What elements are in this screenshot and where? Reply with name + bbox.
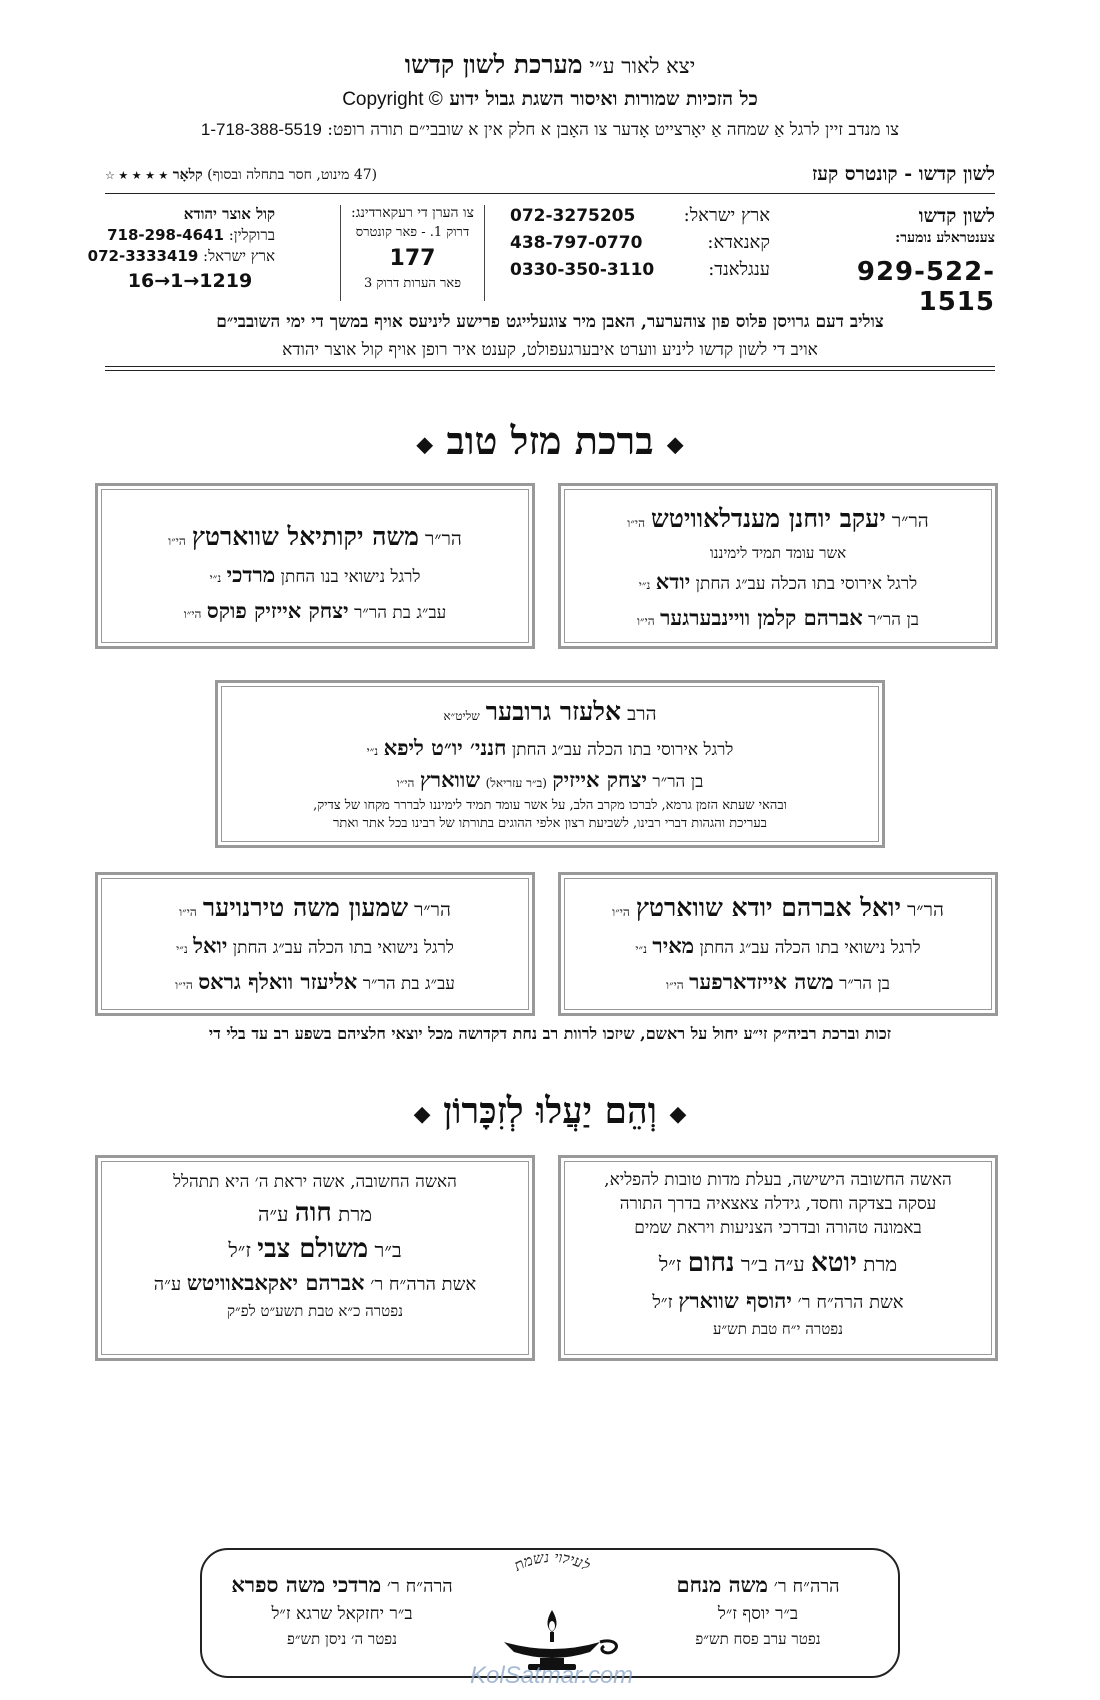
phone-row	[510, 205, 770, 232]
copyright-label: Copyright ©	[342, 89, 443, 110]
kol-phone[interactable]: 718-298-4641	[107, 226, 224, 244]
name-connector: ב״ר	[374, 1238, 402, 1262]
husband-name: יהוסף שווארץ	[678, 1288, 792, 1313]
father-line	[98, 1234, 532, 1264]
donor-line	[110, 120, 990, 140]
name-suffix: ז״ל	[652, 1292, 673, 1313]
footer-left-name	[222, 1572, 462, 1649]
occasion-text: לרגל אירוסי בתו הכלה עב״ג החתן	[511, 740, 734, 760]
series-time	[105, 167, 377, 184]
memorial-title	[100, 1090, 1000, 1132]
grandparent-name: (ב״ר עזריאל)	[485, 776, 547, 790]
svg-text:לעילוי נשמת	[510, 1554, 593, 1575]
memorial-praise: האשה החשובה, אשה יראת ה׳ היא תתהלל	[173, 1172, 457, 1192]
main-phone-number[interactable]: 929-522-1515	[856, 257, 995, 317]
passing-date: נפטר ה׳ ניסן תש״פ	[286, 1630, 398, 1648]
honoree-suffix: הי״ו	[627, 516, 645, 530]
regional-phones	[510, 205, 770, 305]
main-contact-subtitle: צענטראלע נומער:	[895, 230, 995, 246]
mazel-tov-box	[95, 872, 535, 1016]
rating-stars: ★ ★ ★ ★ ☆	[105, 169, 169, 182]
honoree-line	[561, 504, 995, 534]
honoree-line	[98, 893, 532, 923]
passing-date: נפטרה י״ח טבת תש״ע	[713, 1320, 843, 1338]
occasion-line	[218, 735, 882, 761]
phone-label: קאנאדא:	[707, 232, 770, 253]
husband-name: אברהם יאקאבאוויטש	[186, 1270, 365, 1295]
chosson-name: יודא	[655, 569, 691, 594]
notice-overflow: אויב די לשון קדשו ליניע ווערט איבערגעפולט, קענט איר רופן אויף קול אוצר יהודא	[282, 340, 818, 360]
candle-emblem	[462, 1554, 642, 1676]
donor-phone: 1-718-388-5519	[200, 120, 322, 139]
occasion-text: לרגל אירוסי בתו הכלה עב״ג החתן	[695, 574, 918, 594]
name-prefix: הרה״ח ר׳	[773, 1576, 840, 1597]
honoree-note: אשר עומד תמיד לימיננו	[709, 544, 847, 562]
name-prefix: מרת	[338, 1202, 373, 1226]
candle-icon	[462, 1554, 642, 1676]
notice-new-lines: צוליב דעם גרויסן פלוס פון צוהערער, האבן מיר צוגעלייגט פרישע ליניעס אויף במשך די ימי השובבי״ם	[216, 312, 884, 332]
kol-otzar-contact	[87, 205, 275, 305]
main-contact	[795, 205, 995, 317]
deceased-name: יוטא	[811, 1248, 857, 1278]
deceased-line	[561, 1248, 995, 1278]
parent-line	[98, 598, 532, 624]
phone-number[interactable]: 072-3275205	[510, 206, 636, 226]
memorial-praise: באמונה טהורה ובדרכי הצניעות ויראת שמים	[634, 1218, 922, 1238]
occasion-text: לרגל נישואי בתו הכלה עב״ג החתן	[699, 938, 921, 958]
honoree-prefix: הר״ר	[425, 528, 462, 550]
parent-line	[98, 969, 532, 995]
husband-prefix: אשת הרה״ח ר׳	[370, 1274, 477, 1295]
honoree-line	[561, 893, 995, 923]
name-suffix: נ״י	[638, 578, 651, 592]
honoree-line	[218, 697, 882, 727]
chosson-name: חנני׳ יו״ט ליפא	[383, 735, 507, 760]
name-suffix: נ״י	[366, 744, 379, 758]
main-contact-title: לשון קדשו	[918, 205, 995, 227]
father-line: ב״ר יוסף ז״ל	[717, 1604, 799, 1624]
name-prefix: מרת	[863, 1252, 898, 1276]
husband-line	[561, 1288, 995, 1314]
parent-name: יצחק אייזיק פוקס	[206, 598, 349, 623]
deceased-name: משה מנחם	[676, 1572, 769, 1597]
chosson-name: מאיר	[652, 933, 695, 958]
memorial-praise: עסקה בצדקה וחסד, גידלה צאצאיה בדרך התורה	[619, 1194, 937, 1214]
kol-title: קול אוצר יהודא	[183, 205, 275, 223]
honoree-suffix: הי״ו	[612, 905, 630, 919]
parent-prefix: עב״ג בת הר״ר	[362, 974, 455, 994]
honoree-prefix: הר״ר	[907, 899, 944, 921]
bullet-icon: ◆	[416, 431, 434, 458]
name-suffix: ז״ל	[228, 1238, 251, 1262]
parent-prefix: עב״ג בת הר״ר	[354, 603, 447, 623]
husband-prefix: אשת הרה״ח ר׳	[797, 1292, 904, 1313]
honoree-name: שמעון משה טירנויער	[202, 893, 409, 922]
phone-label: ארץ ישראל:	[683, 205, 770, 226]
name-suffix: ע״ה	[153, 1274, 182, 1295]
parent-prefix: בן הר״ר	[839, 974, 890, 994]
honoree-name: משה יקותיאל שווארטץ	[191, 522, 419, 551]
kol-phone[interactable]: 072-3333419	[87, 247, 199, 265]
chosson-name: מרדכי	[226, 562, 276, 587]
family-name: שווארץ	[419, 767, 481, 792]
honoree-prefix: הרב	[627, 703, 657, 725]
bullet-icon: ◆	[413, 1101, 431, 1127]
name-suffix: נ״י	[209, 571, 222, 585]
rights-line	[100, 88, 1000, 111]
donor-text: צו מנדב זיין לרגל אַ שמחה אַ יאָרצייט אָדער צו האָבן א חלק אין א שובבי״ם תורה רופט:	[327, 120, 900, 140]
footer-right-name	[638, 1572, 878, 1649]
honoree-prefix: הר״ר	[891, 510, 929, 532]
site-watermark: KolSatmar.com	[470, 1662, 634, 1689]
parent-line	[218, 767, 882, 793]
time-note: (47 מינוט, חסר בתחלה ובסוף)	[207, 167, 378, 183]
husband-line	[98, 1270, 532, 1296]
recording-notes: פאר הערות דרוק 3	[363, 276, 462, 291]
chosson-name: יואל	[193, 933, 228, 958]
deceased-name: חוה	[294, 1198, 332, 1228]
publisher-prefix: יצא לאור ע״י	[589, 54, 696, 78]
mazel-tov-box	[558, 483, 998, 649]
father-line: ב״ר יחזקאל שרגא ז״ל	[271, 1604, 413, 1624]
tribute-line: ובהאי שעתא הזמן גרמא, לברכו מקרב הלב, על אשר עומד תמיד לימיננו לבררר מקחו של צדיק,	[313, 798, 787, 813]
publisher-line	[100, 50, 1000, 80]
occasion-line	[98, 933, 532, 959]
memorial-praise: האשה החשובה הישישה, בעלת מדות טובות להפליא,	[604, 1170, 952, 1190]
honoree-name: יעקב יוחנן מענדלאוויטש	[651, 504, 886, 533]
passing-date: נפטר ערב פסח תש״פ	[695, 1630, 821, 1648]
recording-info	[340, 205, 485, 301]
parent-prefix: בן הר״ר	[868, 610, 919, 630]
name-suffix: ע״ה	[257, 1202, 289, 1226]
name-prefix: הרה״ח ר׳	[386, 1576, 453, 1597]
honoree-line	[98, 522, 532, 552]
father-name: נחום	[687, 1248, 735, 1278]
name-suffix: הי״ו	[175, 978, 193, 992]
leiluy-nishmas-text: לעילוי נשמת	[510, 1554, 594, 1575]
honoree-name: אלעזר גרובער	[485, 697, 622, 726]
blessing-line: זכות וברכת רביה״ק זי״ע יחול על ראשם, שיזכו לרוות רב נחת דקדושה מכל יוצאי חלציהם בשפע רב עד בלי די	[208, 1024, 892, 1043]
deceased-line	[98, 1198, 532, 1228]
parent-name: אברהם קלמן וויינבערגער	[660, 605, 863, 630]
parent-name: משה אייזדארפער	[689, 969, 834, 994]
series-title: לשון קדשו - קונטרס קעז	[811, 163, 995, 185]
name-suffix: נ״י	[176, 942, 188, 956]
kol-row	[87, 247, 275, 266]
tribute-line: בעריכת והגהות דברי רבינו, לשביעת רצון אלפי ההוגים בתורתו של רבינו בכל אתר ואתר	[333, 816, 767, 831]
honoree-name: יואל אברהם יודא שווארטץ	[635, 893, 902, 922]
name-suffix: הי״ו	[636, 614, 655, 628]
recording-line: דרוק 1. - פאר קונטרס	[355, 225, 470, 240]
mazel-tov-title	[100, 418, 1000, 464]
name-suffix: נ״י	[635, 942, 647, 956]
phone-label: ענגלאנד:	[708, 259, 770, 280]
honoree-prefix: הר״ר	[414, 899, 451, 921]
honoree-suffix: שליט״א	[443, 709, 480, 723]
name-suffix: הי״ו	[396, 776, 415, 790]
header-rule	[105, 193, 995, 194]
publisher-name: מערכת לשון קדשו	[404, 50, 583, 79]
memorial-heading: וְהֵם יַעֲלוּ לְזִכָּרוֹן	[443, 1090, 657, 1132]
phone-number[interactable]: 438-797-0770	[510, 233, 643, 253]
kol-label: ארץ ישראל:	[203, 247, 275, 265]
mazel-tov-box	[558, 872, 998, 1016]
name-suffix: הי״ו	[666, 978, 684, 992]
occasion-line	[98, 562, 532, 588]
kol-code: 16→1→1219	[127, 270, 253, 292]
parent-line	[561, 969, 995, 995]
quality-label: קלאָר	[172, 167, 203, 183]
mazel-tov-box	[95, 483, 535, 649]
name-suffix: הי״ו	[183, 607, 202, 621]
notice-rule-1	[105, 366, 995, 367]
parent-line	[561, 605, 995, 631]
phone-row	[510, 232, 770, 259]
mazel-tov-box	[215, 680, 885, 848]
deceased-name: מרדכי משה ספרא	[231, 1572, 382, 1597]
occasion-line	[561, 933, 995, 959]
occasion-text: לרגל נישואי בנו החתן	[280, 567, 421, 587]
occasion-line	[561, 569, 995, 595]
honoree-suffix: הי״ו	[168, 534, 186, 548]
memorial-box	[95, 1155, 535, 1361]
kol-row	[105, 226, 275, 245]
rights-text: כל הזכיות שמורות ואיסור השגת גבול ידוע	[449, 88, 758, 110]
bullet-icon: ◆	[669, 1101, 687, 1127]
passing-date: נפטרה כ״א טבת תשע״ט לפ״ק	[227, 1302, 403, 1320]
series-row	[105, 163, 995, 189]
recording-title: צו הערן די רעקארדינג:	[351, 205, 474, 221]
recording-number: 177	[389, 246, 436, 271]
name-connector: ע״ה ב״ר	[740, 1252, 805, 1276]
father-name: משולם צבי	[257, 1234, 369, 1264]
footer-memorial	[200, 1548, 900, 1678]
phone-number[interactable]: 0330-350-3110	[510, 260, 655, 280]
mazel-tov-heading: ברכת מזל טוב	[446, 418, 654, 463]
occasion-text: לרגל נישואי בתו הכלה עב״ג החתן	[232, 938, 454, 958]
honoree-suffix: הי״ו	[179, 905, 197, 919]
name-suffix: ז״ל	[658, 1252, 682, 1276]
parent-prefix: בן הר״ר	[652, 772, 704, 792]
notice-rule-2	[105, 370, 995, 371]
phone-row	[510, 259, 770, 286]
parent-name: יצחק אייזיק	[552, 767, 647, 792]
memorial-box	[558, 1155, 998, 1361]
kol-label: ברוקלין:	[228, 226, 275, 244]
bullet-icon: ◆	[666, 431, 684, 458]
parent-name: אליעזר וואלף גראס	[198, 969, 358, 994]
